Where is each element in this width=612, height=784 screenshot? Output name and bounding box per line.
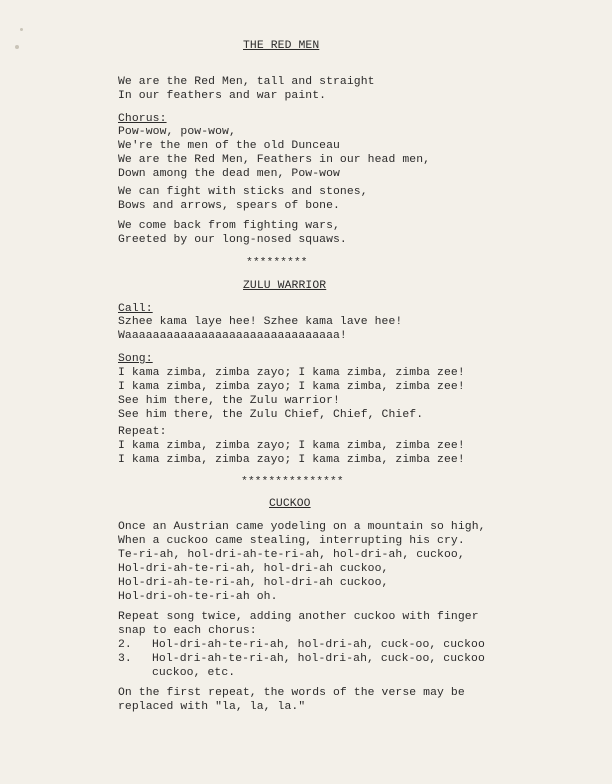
song-line: See him there, the Zulu warrior! [118, 395, 340, 407]
call-label: Call: [118, 303, 153, 315]
verse-line: Bows and arrows, spears of bone. [118, 200, 340, 212]
note-line: On the first repeat, the words of the verse may be [118, 687, 465, 699]
song-title-red-men: THE RED MEN [243, 40, 320, 52]
list-item: Hol-dri-ah-te-ri-ah, hol-dri-ah, cuck-oo, cuckoo [152, 653, 485, 665]
list-item: Hol-dri-ah-te-ri-ah, hol-dri-ah, cuck-oo, cuckoo [152, 639, 485, 651]
verse-line: We come back from fighting wars, [118, 220, 340, 232]
song-title-cuckoo: CUCKOO [269, 498, 311, 510]
chorus-label: Chorus: [118, 113, 167, 125]
song-line: I kama zimba, zimba zayo; I kama zimba, zimba zee! [118, 381, 465, 393]
verse-line: Greeted by our long-nosed squaws. [118, 234, 347, 246]
section-separator: ********* [246, 257, 308, 269]
list-item-continuation: cuckoo, etc. [152, 667, 236, 679]
song-title-zulu-warrior: ZULU WARRIOR [243, 280, 327, 292]
list-number: 2. [118, 639, 132, 651]
repeat-line: I kama zimba, zimba zayo; I kama zimba, zimba zee! [118, 454, 465, 466]
verse-line: Te-ri-ah, hol-dri-ah-te-ri-ah, hol-dri-ah, cuckoo, [118, 549, 465, 561]
chorus-line: We're the men of the old Dunceau [118, 140, 340, 152]
call-line: Szhee kama laye hee! Szhee kama lave hee! [118, 316, 403, 328]
punch-hole [20, 28, 23, 31]
verse-line: Hol-dri-ah-te-ri-ah, hol-dri-ah cuckoo, [118, 563, 389, 575]
note-line: replaced with "la, la, la." [118, 701, 306, 713]
verse-line: Hol-dri-ah-te-ri-ah, hol-dri-ah cuckoo, [118, 577, 389, 589]
instruction-line: Repeat song twice, adding another cuckoo with finger [118, 611, 479, 623]
punch-hole [15, 45, 19, 49]
verse-line: We are the Red Men, tall and straight [118, 76, 375, 88]
verse-line: When a cuckoo came stealing, interrupting his cry. [118, 535, 465, 547]
song-label: Song: [118, 353, 153, 365]
chorus-line: Pow-wow, pow-wow, [118, 126, 236, 138]
repeat-label: Repeat: [118, 426, 167, 438]
list-number: 3. [118, 653, 132, 665]
verse-line: Once an Austrian came yodeling on a mountain so high, [118, 521, 486, 533]
call-line: Waaaaaaaaaaaaaaaaaaaaaaaaaaaaaaa! [118, 330, 347, 342]
verse-line: In our feathers and war paint. [118, 90, 327, 102]
chorus-line: We are the Red Men, Feathers in our head men, [118, 154, 431, 166]
instruction-line: snap to each chorus: [118, 625, 257, 637]
section-separator: *************** [241, 476, 344, 488]
chorus-line: Down among the dead men, Pow-wow [118, 168, 340, 180]
repeat-line: I kama zimba, zimba zayo; I kama zimba, zimba zee! [118, 440, 465, 452]
verse-line: We can fight with sticks and stones, [118, 186, 368, 198]
song-line: See him there, the Zulu Chief, Chief, Chief. [118, 409, 424, 421]
song-line: I kama zimba, zimba zayo; I kama zimba, zimba zee! [118, 367, 465, 379]
verse-line: Hol-dri-oh-te-ri-ah oh. [118, 591, 278, 603]
